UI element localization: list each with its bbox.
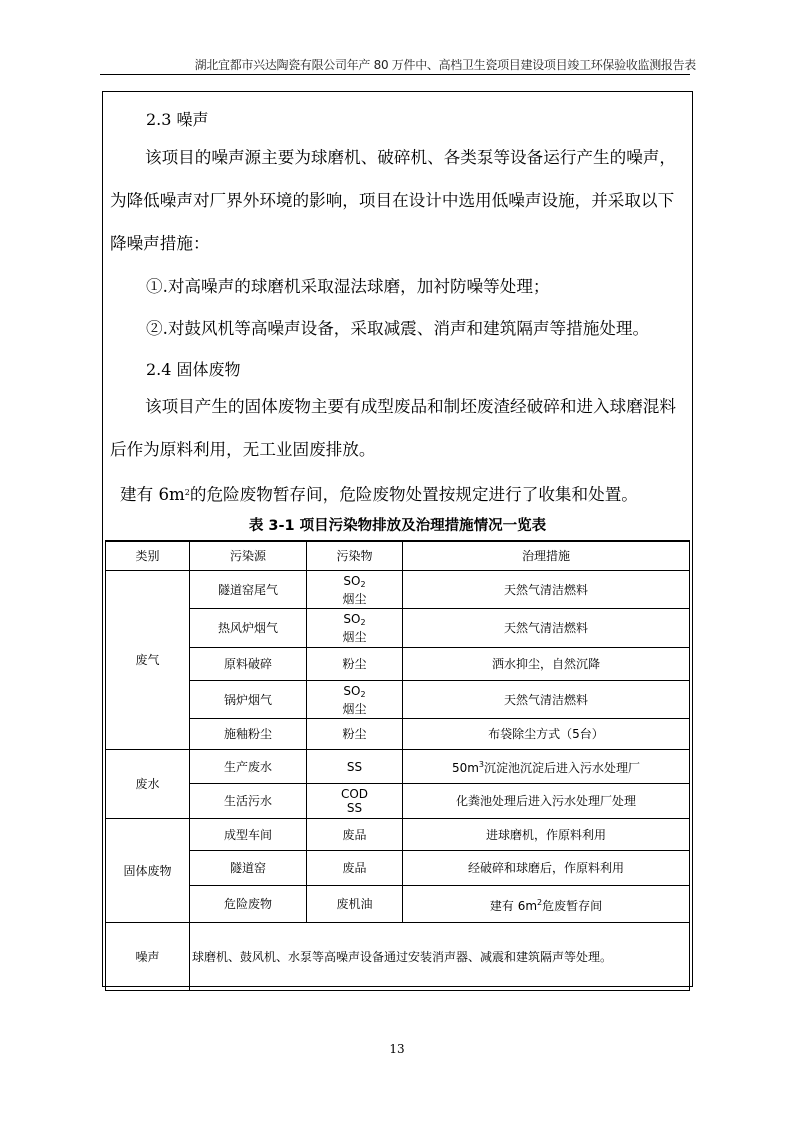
pollutant-cell: SS — [307, 750, 403, 784]
measure-cell: 天然气清洁燃料 — [403, 571, 690, 609]
source-cell: 隧道窑 — [190, 851, 307, 886]
table-row — [106, 648, 690, 681]
noise-section-heading: 2.3 噪声 — [146, 110, 209, 129]
table-caption: 表 3-1 项目污染物排放及治理措施情况一览表 — [248, 518, 547, 534]
pollutant-cell: $SO_2$ 烟尘 — [307, 609, 403, 648]
pollutant-cell: 粉尘 — [307, 719, 403, 750]
table-row — [106, 851, 690, 886]
measure-cell: 天然气清洁燃料 — [403, 609, 690, 648]
header-source: 污染源 — [190, 541, 307, 571]
source-cell: 锅炉烟气 — [190, 681, 307, 719]
table-row — [106, 609, 690, 648]
header-measure: 治理措施 — [403, 541, 690, 571]
solid-paragraph — [110, 385, 688, 471]
solid-section-heading: 2.4 固体废物 — [146, 360, 241, 379]
source-cell: 隧道窑尾气 — [190, 571, 307, 609]
pollutant-cell: $SO_2$ 烟尘 — [307, 681, 403, 719]
table-row — [106, 784, 690, 819]
noise-measure-cell: 球磨机、鼓风机、水泵等高噪声设备通过安装消声器、减震和建筑隔声等处理。 — [190, 923, 690, 991]
category-cell: 废气 — [106, 571, 190, 750]
measure-cell: 布袋除尘方式（5台） — [403, 719, 690, 750]
noise-measure-2: ②.对鼓风机等高噪声设备，采取减震、消声和建筑隔声等措施处理。 — [146, 319, 650, 338]
source-cell: 成型车间 — [190, 819, 307, 851]
category-cell: 固体废物 — [106, 819, 190, 923]
measure-cell: 天然气清洁燃料 — [403, 681, 690, 719]
source-cell: 生活污水 — [190, 784, 307, 819]
table-row — [106, 681, 690, 719]
header-rule — [100, 74, 690, 75]
source-cell: 生产废水 — [190, 750, 307, 784]
measure-cell: 经破碎和球磨后，作原料利用 — [403, 851, 690, 886]
noise-paragraph-text: 该项目的噪声源主要为球磨机、破碎机、各类泵等设备运行产生的噪声，为降低噪声对厂界外环境的影响，项目在设计中选用低噪声设施，并采取以下降噪声措施： — [110, 148, 676, 253]
category-cell: 噪声 — [106, 923, 190, 991]
source-cell: 原料破碎 — [190, 648, 307, 681]
pollutant-cell: 废品 — [307, 819, 403, 851]
pollutant-cell: 废机油 — [307, 886, 403, 923]
table-row — [106, 750, 690, 784]
source-cell: 施釉粉尘 — [190, 719, 307, 750]
pollutant-cell: COD SS — [307, 784, 403, 819]
pollution-table — [105, 540, 690, 991]
header-pollutant: 污染物 — [307, 541, 403, 571]
storage-line: 建有 $6m^2$的危险废物暂存间，危险废物处置按规定进行了收集和处置。 — [120, 485, 638, 504]
noise-measure-1: ①.对高噪声的球磨机采取湿法球磨，加衬防噪等处理； — [146, 277, 550, 296]
pollutant-cell: 废品 — [307, 851, 403, 886]
table-row — [106, 819, 690, 851]
measure-cell: 洒水抑尘，自然沉降 — [403, 648, 690, 681]
table-row — [106, 571, 690, 609]
category-cell: 废水 — [106, 750, 190, 819]
table-row — [106, 923, 690, 991]
pollutant-cell: $SO_2$ 烟尘 — [307, 571, 403, 609]
measure-cell: 进球磨机，作原料利用 — [403, 819, 690, 851]
noise-paragraph — [110, 136, 688, 265]
page-number: 13 — [389, 1042, 405, 1056]
pollutant-cell: 粉尘 — [307, 648, 403, 681]
measure-cell: 建有 $6m^2$危废暂存间 — [403, 886, 690, 923]
report-header: 湖北宜都市兴达陶瓷有限公司年产 80 万件中、高档卫生瓷项目建设项目竣工环保验收监测报告表 — [194, 58, 696, 72]
header-category: 类别 — [106, 541, 190, 571]
measure-cell: 化粪池处理后进入污水处理厂处理 — [403, 784, 690, 819]
table-row — [106, 719, 690, 750]
source-cell: 热风炉烟气 — [190, 609, 307, 648]
table-header-row — [106, 541, 690, 571]
measure-cell: $50m^3$沉淀池沉淀后进入污水处理厂 — [403, 750, 690, 784]
table-row — [106, 886, 690, 923]
source-cell: 危险废物 — [190, 886, 307, 923]
solid-paragraph-text: 该项目产生的固体废物主要有成型废品和制坯废渣经破碎和进入球磨混料后作为原料利用，无工业固废排放。 — [110, 397, 676, 459]
